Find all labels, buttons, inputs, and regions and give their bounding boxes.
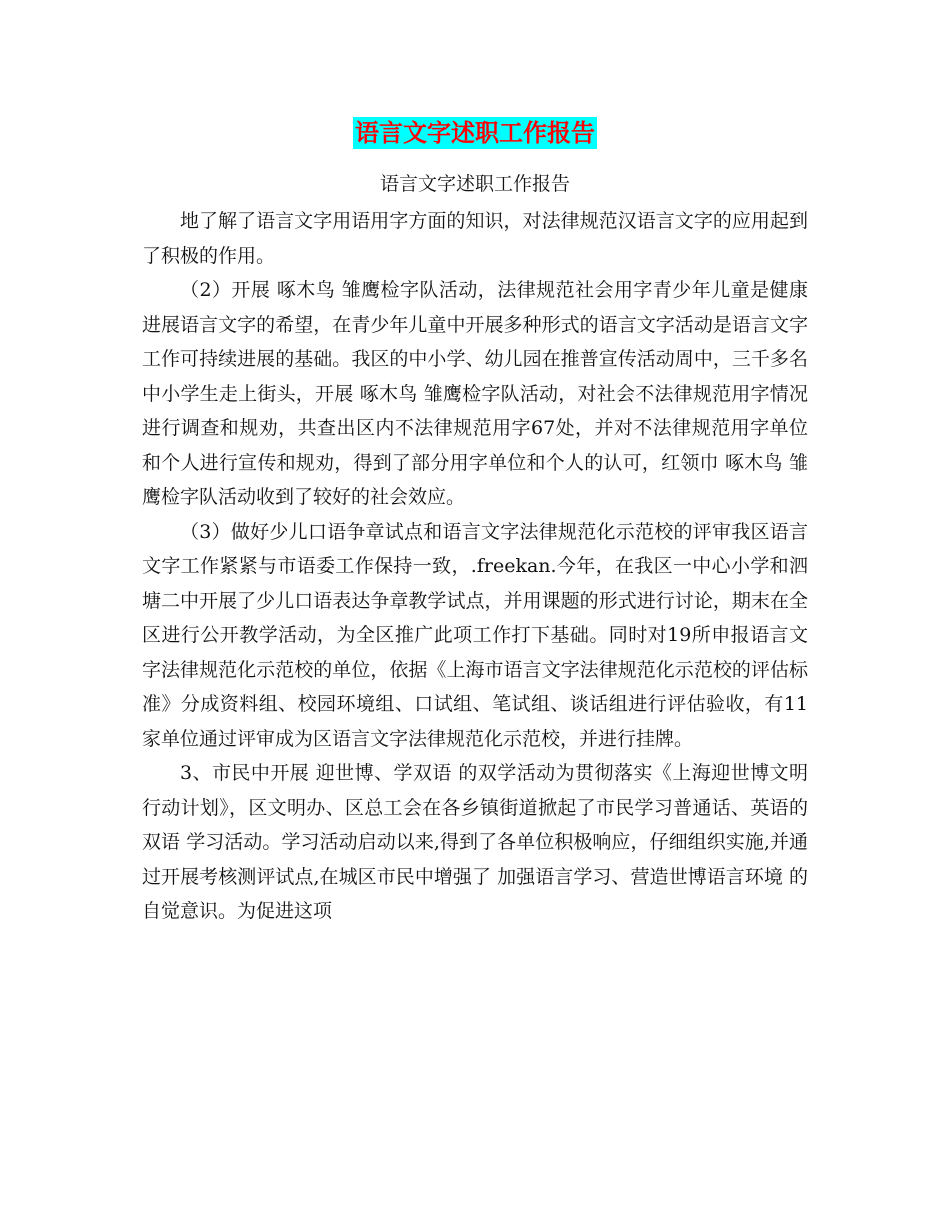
document-subtitle: 语言文字述职工作报告: [379, 173, 570, 195]
document-body: [142, 204, 808, 929]
body-paragraph-1: 地了解了语言文字用语用字方面的知识，对法律规范汉语言文字的应用起到了积极的作用。: [142, 210, 808, 267]
body-paragraph-2: （2）开展 啄木鸟 雏鹰检字队活动，法律规范社会用字青少年儿童是健康进展语言文字的希望，在青少年儿童中开展多种形式的语言文字活动是语言文字工作可持续进展的基础。我区的中小学、幼儿园在推普宣传活动周中，三千多名中小学生走上街头，开展 啄木鸟 雏鹰检字队活动，对社会不法律规范用字情况进行调查和规劝，共查出区内不法律规范用字67处，并对不法律规范用字单位和个人进行宣传和规劝，得到了部分用字单位和个人的认可，红领巾 啄木鸟 雏鹰检字队活动收到了较好的社会效应。: [142, 279, 808, 508]
body-paragraph-3: （3）做好少儿口语争章试点和语言文字法律规范化示范校的评审我区语言文字工作紧紧与市语委工作保持一致，.freekan.今年，在我区一中心小学和泗塘二中开展了少儿口语表达争章教学试点，并用课题的形式进行讨论，期末在全区进行公开教学活动，为全区推广此项工作打下基础。同时对19所申报语言文字法律规范化示范校的单位，依据《上海市语言文字法律规范化示范校的评估标准》分成资料组、校园环境组、口试组、笔试组、谈话组进行评估验收，有11家单位通过评审成为区语言文字法律规范化示范校，并进行挂牌。: [142, 520, 808, 750]
document-title-text: 语言文字述职工作报告: [355, 118, 595, 147]
body-paragraph-4: 3、市民中开展 迎世博、学双语 的双学活动为贯彻落实《上海迎世博文明行动计划》，区文明办、区总工会在各乡镇街道掀起了市民学习普通话、英语的 双语 学习活动。学习活动启动以来,得到了各单位积极响应，仔细组织实施,并通过开展考核测评试点,在城区市民中增强了 加强语言学习、营造世博语言环境 的自觉意识。为促进这项: [142, 762, 808, 922]
document-title: [0, 112, 950, 149]
